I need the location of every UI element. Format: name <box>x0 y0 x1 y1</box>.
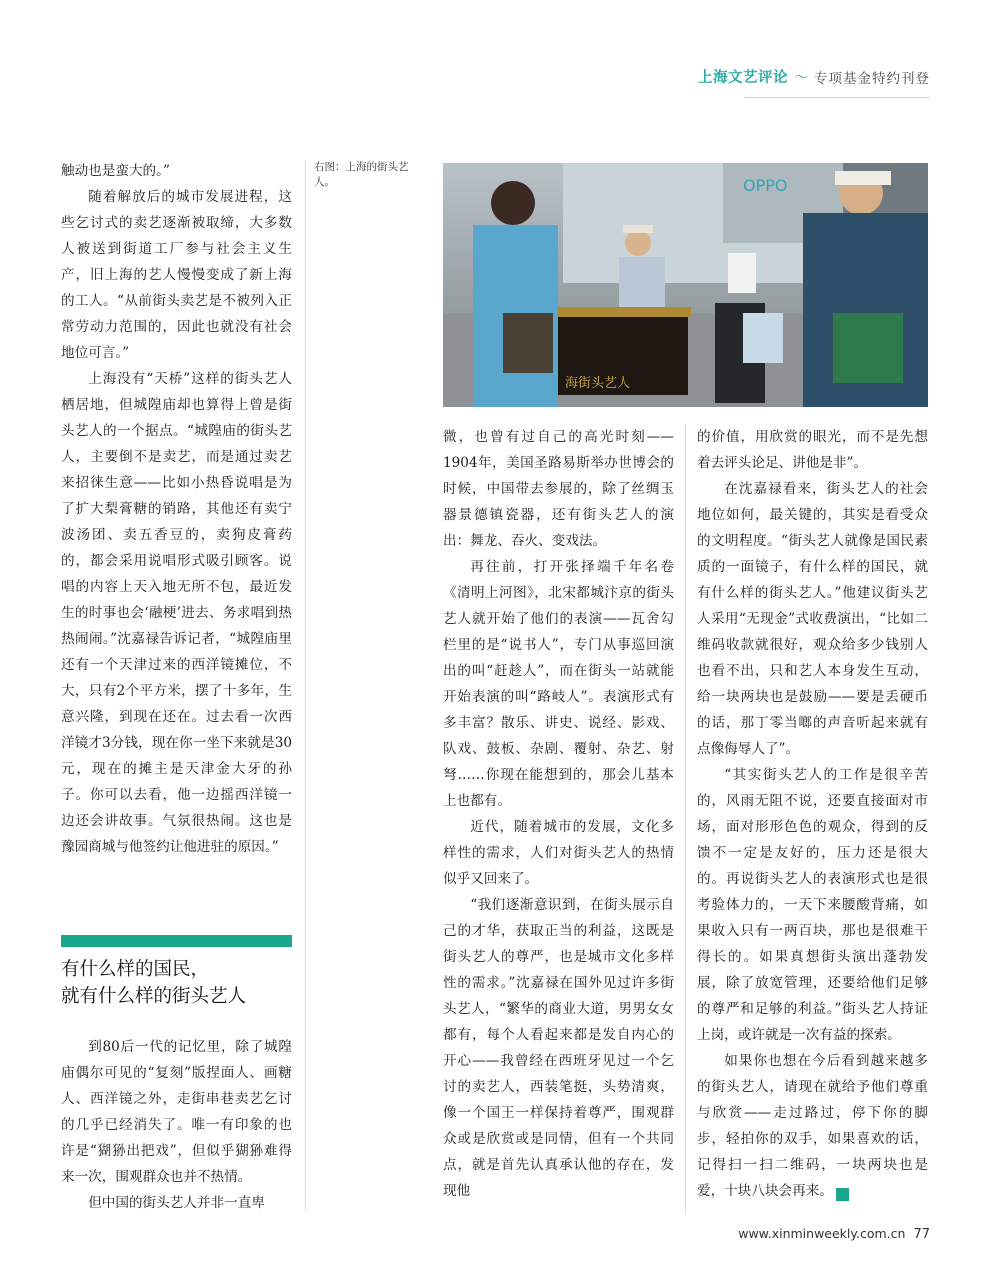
column-1-lower <box>61 1034 292 1216</box>
paragraph: 触动也是蛮大的。” <box>61 163 170 179</box>
paragraph-final <box>697 1048 928 1204</box>
photo-sign-text: 海街头艺人 <box>565 376 631 391</box>
page-number: 77 <box>913 1227 930 1242</box>
paragraph: 微，也曾有过自己的高光时刻——1904年，美国圣路易斯举办世博会的时候，中国带去参展的，除了丝绸玉器景德镇瓷器，还有街头艺人的演出：舞龙、吞火、变戏法。 <box>443 429 674 549</box>
paragraph: 上海没有“天桥”这样的街头艺人栖居地，但城隍庙却也算得上曾是街头艺人的一个据点。“城隍庙的街头艺人，主要倒不是卖艺，而是通过卖艺来招徕生意——比如小热昏说唱是为了扩大梨膏糖的销路，其他还有卖宁波汤团、卖五香豆的，卖狗皮膏药的，都会采用说唱形式吸引顾客。说唱的内容上天入地无所不包，最近发生的时事也会‘融梗’进去、务求唱到热热闹闹。”沈嘉禄告诉记者，“城隍庙里还有一个天津过来的西洋镜摊位，不大，只有2个平方米，摆了十多年，生意兴隆，到现在还在。过去看一次西洋镜才3分钱，现在你一坐下来就是30元，现在的摊主是天津金大牙的孙子。你可以去看，他一边摇西洋镜一边还会讲故事。气氛很热闹。这也是豫园商城与他签约让他进驻的原因。” <box>61 371 292 855</box>
paragraph: “我们逐渐意识到，在街头展示自己的才华，获取正当的利益，这既是街头艺人的尊严，也是城市文化多样性的需求。”沈嘉禄在国外见过许多街头艺人，“繁华的商业大道，男男女女都有，每个人看起来都是发自内心的开心——我曾经在西班牙见过一个乞讨的卖艺人，西装笔挺，头势清爽，像一个国王一样保持着尊严，围观群众或是欣赏或是同情，但有一个共同点，就是首先认真承认他的存在，发现他 <box>443 897 674 1199</box>
paragraph: 但中国的街头艺人并非一直卑 <box>88 1195 265 1211</box>
paragraph-text: 如果你也想在今后看到越来越多的街头艺人，请现在就给予他们尊重与欣赏——走过路过，停下你的脚步，轻拍你的双手，如果喜欢的话，记得扫一扫二维码，一块两块也是爱，十块八块会再来。 <box>697 1053 928 1199</box>
magazine-header <box>698 66 930 87</box>
paragraph: 再往前，打开张择端千年名卷《清明上河图》，北宋都城汴京的街头艺人就开始了他们的表演——瓦舍勾栏里的是“说书人”，专门从事巡回演出的叫“赶趁人”，而在街头一站就能开始表演的叫“路岐人”。表演形式有多丰富？散乐、讲史、说经、影戏、队戏、鼓板、杂剧、覆射、杂艺、射弩……你现在能想到的，那会儿基本上也都有。 <box>443 559 674 809</box>
section-heading-line: 有什么样的国民， <box>61 959 210 980</box>
end-mark-icon: 民 <box>836 1188 849 1201</box>
page-footer <box>738 1226 930 1242</box>
paragraph: 的价值，用欣赏的眼光，而不是先想着去评头论足、讲他是非”。 <box>697 429 928 471</box>
photo-illustration <box>443 163 928 407</box>
paragraph: 到80后一代的记忆里，除了城隍庙偶尔可见的“复刻”版捏面人、画糖人、西洋镜之外，走街串巷卖艺乞讨的几乎已经消失了。唯一有印象的也许是“猢狲出把戏”，但似乎猢狲难得来一次，围观群众也并不热情。 <box>61 1039 292 1185</box>
column-2 <box>443 424 674 1204</box>
oppo-logo-text: OPPO <box>743 176 788 195</box>
section-bar <box>61 935 292 947</box>
header-brand: 上海文艺评论 <box>698 70 788 86</box>
paragraph: “其实街头艺人的工作是很辛苦的，风雨无阻不说，还要直接面对市场，面对形形色色的观众，得到的反馈不一定是友好的，压力还是很大的。再说街头艺人的表演形式也是很考验体力的，一天下来腰酸背痛，如果收入只有一两百块，那也是很难干得长的。如果真想街头演出蓬勃发展，除了放宽管理，还要给他们足够的尊严和足够的利益。”街头艺人持证上岗，或许就是一次有益的探索。 <box>697 767 928 1043</box>
column-divider <box>685 424 686 1214</box>
header-rule <box>744 97 930 98</box>
paragraph: 随着解放后的城市发展进程，这些乞讨式的卖艺逐渐被取缔，大多数人被送到街道工厂参与社会主义生产，旧上海的艺人慢慢变成了新上海的工人。“从前街头卖艺是不被列入正常劳动力范围的，因此也就没有社会地位可言。” <box>61 189 292 361</box>
photo-caption: 右图：上海的街头艺人。 <box>314 161 409 188</box>
section-heading <box>61 956 301 1010</box>
street-performer-photo <box>443 163 928 407</box>
paragraph: 在沈嘉禄看来，街头艺人的社会地位如何，最关键的，其实是看受众的文明程度。“街头艺人就像是国民素质的一面镜子，有什么样的国民，就有什么样的街头艺人。”他建议街头艺人采用“无现金”式收费演出，“比如二维码收款就很好，观众给多少钱别人也看不出，只和艺人本身发生互动，给一块两块也是鼓励——要是丢硬币的话，那丁零当啷的声音听起来就有点像侮辱人了”。 <box>697 481 928 757</box>
paragraph: 近代，随着城市的发展，文化多样性的需求，人们对街头艺人的热情似乎又回来了。 <box>443 819 674 887</box>
section-heading-line: 就有什么样的街头艺人 <box>61 986 247 1007</box>
column-3 <box>697 424 928 1204</box>
header-divider-icon: 〜 <box>794 69 808 86</box>
column-divider <box>305 160 306 1210</box>
footer-url: www.xinminweekly.com.cn <box>738 1226 906 1241</box>
header-subtitle: 专项基金特约刊登 <box>814 70 930 87</box>
column-1 <box>61 158 292 860</box>
